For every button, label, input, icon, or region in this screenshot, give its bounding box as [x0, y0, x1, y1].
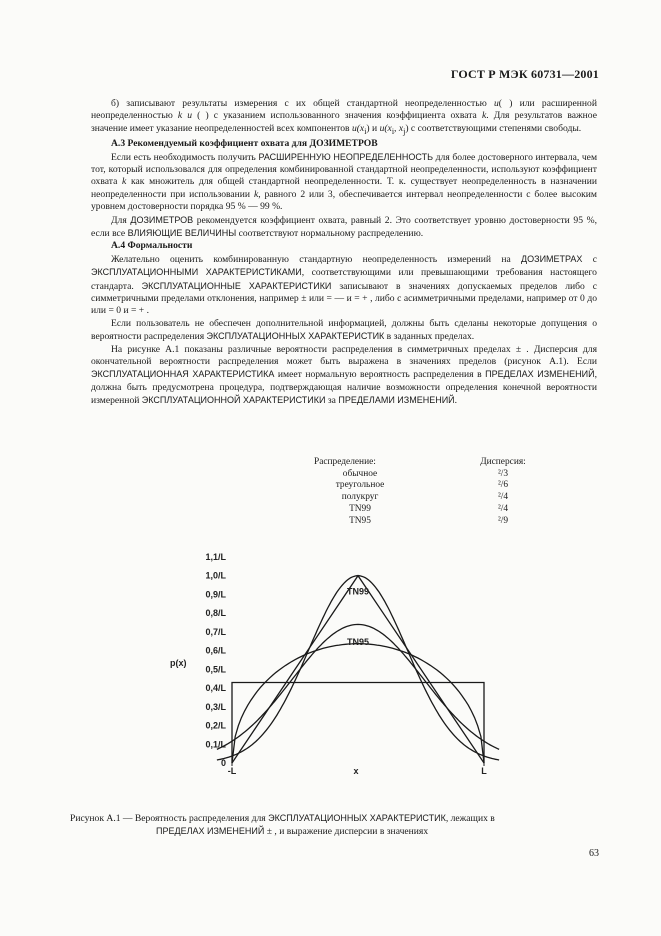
- x-tick-label: L: [481, 766, 487, 776]
- distribution-name: TN95: [349, 515, 371, 526]
- distribution-name: TN99: [349, 503, 371, 514]
- distribution-name: обычное: [342, 468, 378, 479]
- paragraph-a4-1: Желательно оценить комбинированную стандартную неопределенность измерений на ДОЗИМЕТРАХ с ЭКСПЛУАТАЦИОННЫМИ ХАРАКТЕРИСТИКАМИ, соответствующими или превышающими требования настоящего стандарта. ЭКСПЛУАТАЦИОННЫЕ ХАРАКТЕРИСТИКИ записывают в значениях допускаемых пределов либо с симметричными пределами отклонения, например ± или = — и = + , либо с асимметричными пределами, например от 0 до или = 0 и = + .: [91, 253, 597, 317]
- figure-caption: [70, 812, 600, 839]
- distribution-variances: [468, 457, 538, 527]
- series-rectangular: [232, 683, 484, 764]
- caption-line-1: Рисунок А.1 — Вероятность распределения для ЭКСПЛУАТАЦИОННЫХ ХАРАКТЕРИСТИК, лежащих в: [70, 813, 495, 824]
- paragraph-b: б) записывают результаты измерения с их общей стандартной неопределенностью u( ) или расширенной неопределенностью k u ( ) с указанием использованного значения коэффициента охвата k. Для результатов важное значение имеет указание неопределенностей всех компонентов $u(x_i)$ и $u(x_i$, $x_j$) с соответствующими степенями свободы.: [91, 98, 597, 136]
- caption-line-2: ПРЕДЕЛАХ ИЗМЕНЕНИЙ ± , и выражение дисперсии в значениях: [156, 826, 429, 838]
- distribution-name: треугольное: [335, 480, 385, 491]
- y-tick-label: 0,9/L: [205, 589, 226, 600]
- x-axis-label: x: [353, 766, 359, 776]
- series-triangular: [232, 576, 484, 763]
- distribution-names: [310, 457, 410, 527]
- series-tn99: [217, 576, 499, 760]
- paragraph-a3-2: Для ДОЗИМЕТРОВ рекомендуется коэффициент охвата, равный 2. Это соответствует уровню достоверности 95 %, если все ВЛИЯЮЩИЕ ВЕЛИЧИНЫ соответствуют нормальному распределению.: [91, 214, 597, 239]
- y-tick-label: 0,7/L: [205, 626, 226, 637]
- y-tick-label: 0,5/L: [205, 664, 226, 675]
- series-label: TN95: [346, 637, 370, 648]
- section-title-a3: А.3 Рекомендуемый коэффициент охвата для ДОЗИМЕТРОВ: [111, 138, 378, 150]
- variance-header: Дисперсия:: [480, 457, 526, 467]
- y-axis-label: p(x): [170, 658, 187, 668]
- distribution-chart: [160, 548, 510, 783]
- body-text: [91, 98, 597, 408]
- y-tick-label: 0,2/L: [205, 720, 226, 731]
- paragraph-a4-2: Если пользователь не обеспечен дополнительной информацией, должны быть сделаны некоторые допущения о вероятности распределения ЭКСПЛУАТАЦИОННЫХ ХАРАКТЕРИСТИК в заданных пределах.: [91, 317, 597, 343]
- section-title-a4: А.4 Формальности: [111, 240, 193, 252]
- y-tick-label: 0,8/L: [205, 608, 226, 619]
- y-tick-label: 1,1/L: [205, 552, 226, 562]
- y-tick-label: 0: [220, 758, 226, 768]
- x-tick-label: -L: [227, 766, 237, 776]
- y-tick-label: 0,3/L: [205, 701, 226, 712]
- page-number: 63: [589, 848, 599, 859]
- paragraph-a3-1: Если есть необходимость получить РАСШИРЕННУЮ НЕОПРЕДЕЛЕННОСТЬ для более достоверного интервала, чем тот, который использовался для определения комбинированной стандартной неопределенности, используют коэффициент охвата k как множитель для общей стандартной неопределенности. Т. к. существует неопределенность в назначении неопределенности при использовании k, равного 2 или 3, обеспечивается интервал неопределенности с более высоким уровнем достоверности порядка 95 % — 99 %.: [91, 151, 598, 213]
- variance-value: ²/4: [497, 503, 509, 514]
- y-tick-label: 0,4/L: [205, 683, 226, 694]
- distribution-header: Распределение:: [314, 457, 376, 467]
- variance-value: ²/9: [497, 515, 509, 526]
- paragraph-a4-3: На рисунке А.1 показаны различные вероятности распределения в симметричных пределах ± . Дисперсия для окончательной вероятности распределения может быть выражена в значениях пределов (рисунок А.1). Если ЭКСПЛУАТАЦИОННАЯ ХАРАКТЕРИСТИКА имеет нормальную вероятность распределения в ПРЕДЕЛАХ ИЗМЕНЕНИЙ, должна быть предусмотрена процедура, подтверждающая наличие возможности определения конечной вероятности измеренной ЭКСПЛУАТАЦИОННОЙ ХАРАКТЕРИСТИКИ за ПРЕДЕЛАМИ ИЗМЕНЕНИЙ.: [91, 343, 597, 407]
- variance-value: ²/3: [497, 468, 509, 479]
- variance-value: ²/6: [497, 480, 509, 491]
- figure-a1: [160, 548, 510, 788]
- document-header: ГОСТ Р МЭК 60731—2001: [450, 67, 599, 81]
- y-tick-label: 1,0/L: [205, 570, 226, 581]
- variance-value: ²/4: [497, 492, 509, 503]
- y-tick-label: 0,1/L: [205, 739, 226, 750]
- distribution-name: полукруг: [341, 492, 379, 503]
- y-tick-label: 0,6/L: [205, 645, 226, 656]
- series-semicircle: [232, 644, 484, 763]
- series-label: TN99: [346, 586, 370, 597]
